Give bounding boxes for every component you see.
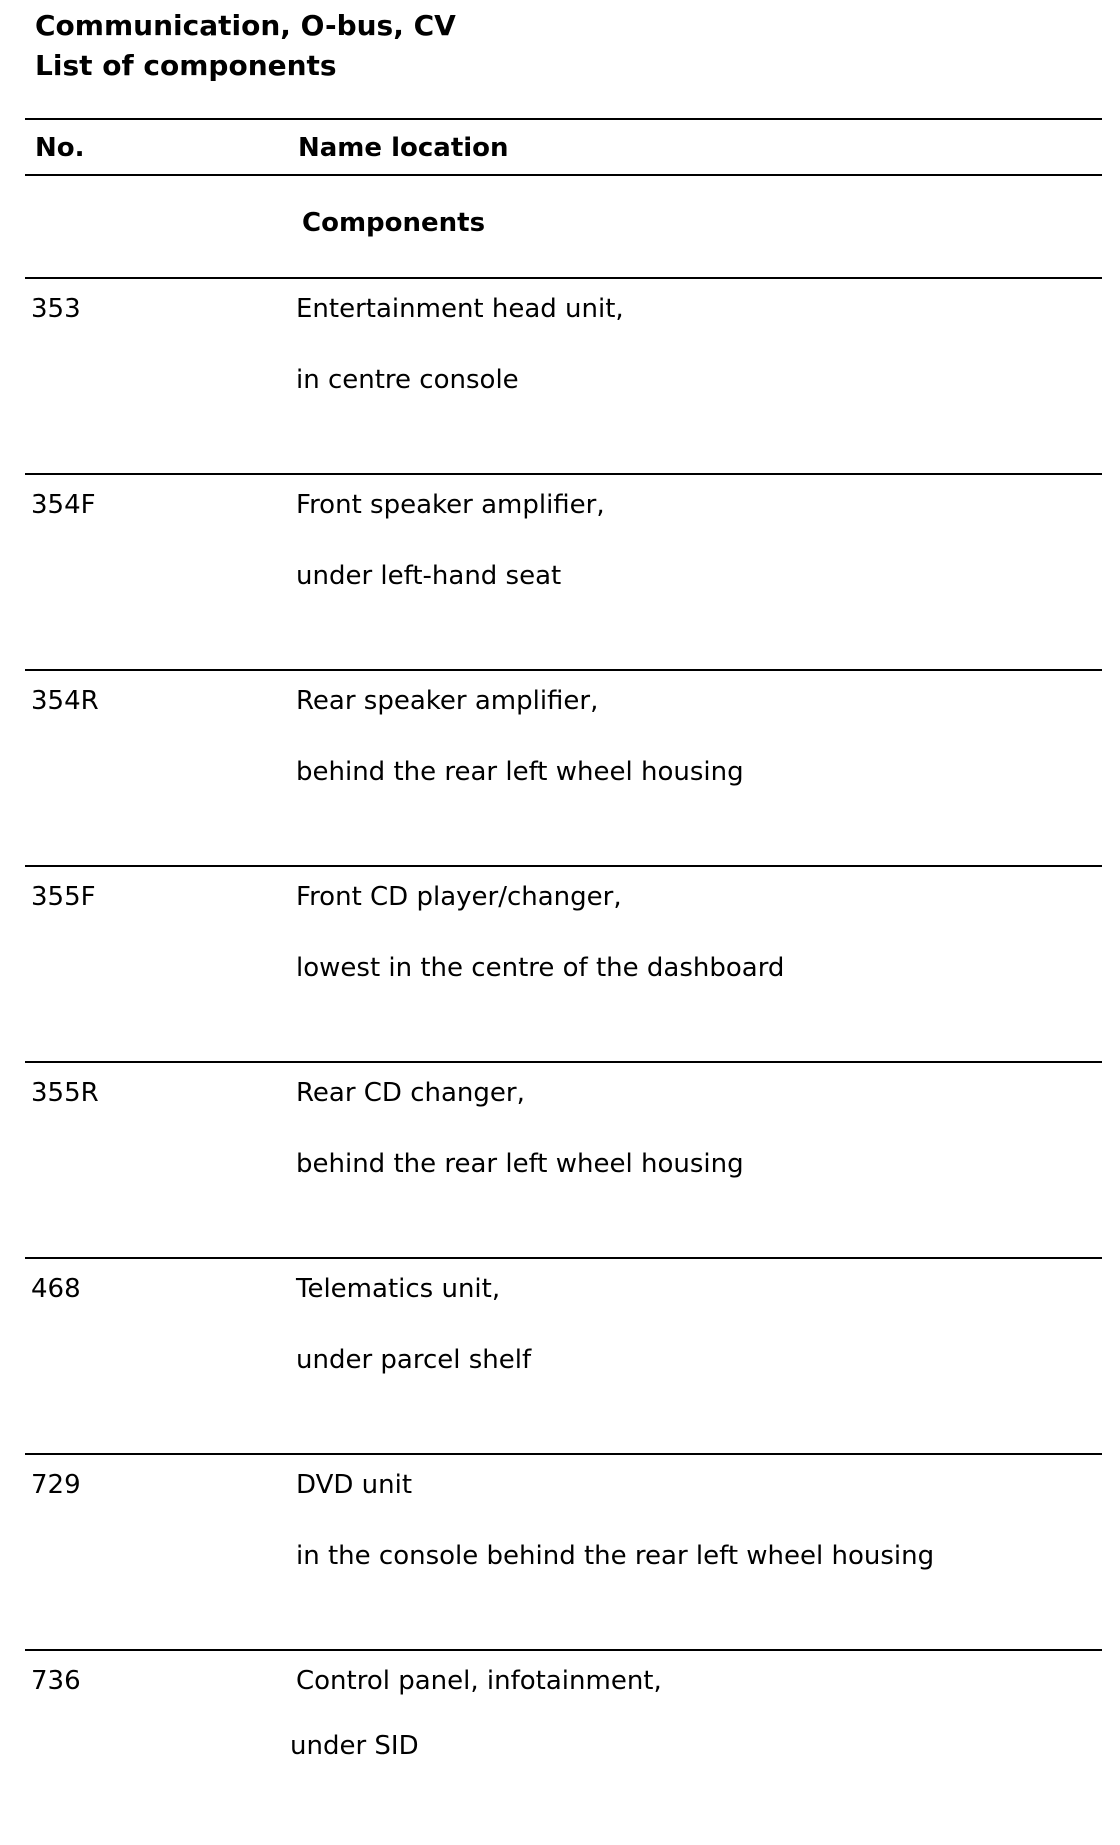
row-separator <box>25 1061 1102 1063</box>
component-location: under parcel shelf <box>296 1345 532 1375</box>
component-number: 729 <box>31 1470 81 1500</box>
component-name: Entertainment head unit, <box>296 294 624 324</box>
title-line-1: Communication, O-bus, CV <box>35 9 456 42</box>
component-number: 355R <box>31 1078 99 1108</box>
table-row <box>0 277 1120 473</box>
component-location: in centre console <box>296 365 519 395</box>
row-separator <box>25 1453 1102 1455</box>
component-number: 468 <box>31 1274 81 1304</box>
table-row <box>0 473 1120 669</box>
component-name: Rear CD changer, <box>296 1078 525 1108</box>
table-row <box>0 1453 1120 1649</box>
component-location: behind the rear left wheel housing <box>296 1149 744 1179</box>
header-bottom-rule <box>25 174 1102 176</box>
component-name: Control panel, infotainment, <box>296 1666 662 1696</box>
component-name: DVD unit <box>296 1470 413 1500</box>
component-number: 355F <box>31 882 96 912</box>
component-location: under SID <box>290 1731 419 1761</box>
component-name: Rear speaker amplifier, <box>296 686 599 716</box>
component-location: under left-hand seat <box>296 561 562 591</box>
row-separator <box>25 1257 1102 1259</box>
section-heading-components: Components <box>302 208 486 238</box>
row-separator <box>25 277 1102 279</box>
component-location: lowest in the centre of the dashboard <box>296 953 785 983</box>
table-row <box>0 865 1120 1061</box>
column-header-name-location: Name location <box>298 133 509 163</box>
component-number: 354R <box>31 686 99 716</box>
title-line-2: List of components <box>35 49 337 82</box>
component-number: 353 <box>31 294 81 324</box>
page-title <box>35 6 456 86</box>
row-separator <box>25 1649 1102 1651</box>
row-separator <box>25 669 1102 671</box>
table-row <box>0 1649 1120 1845</box>
table-top-rule <box>25 118 1102 120</box>
component-number: 736 <box>31 1666 81 1696</box>
component-location: behind the rear left wheel housing <box>296 757 744 787</box>
table-row <box>0 1257 1120 1453</box>
component-location: in the console behind the rear left wheel housing <box>296 1541 935 1571</box>
row-separator <box>25 473 1102 475</box>
table-row <box>0 1061 1120 1257</box>
table-row <box>0 669 1120 865</box>
row-separator <box>25 865 1102 867</box>
component-number: 354F <box>31 490 96 520</box>
component-name: Front speaker amplifier, <box>296 490 605 520</box>
column-header-no: No. <box>35 133 85 163</box>
component-name: Front CD player/changer, <box>296 882 622 912</box>
component-name: Telematics unit, <box>296 1274 501 1304</box>
